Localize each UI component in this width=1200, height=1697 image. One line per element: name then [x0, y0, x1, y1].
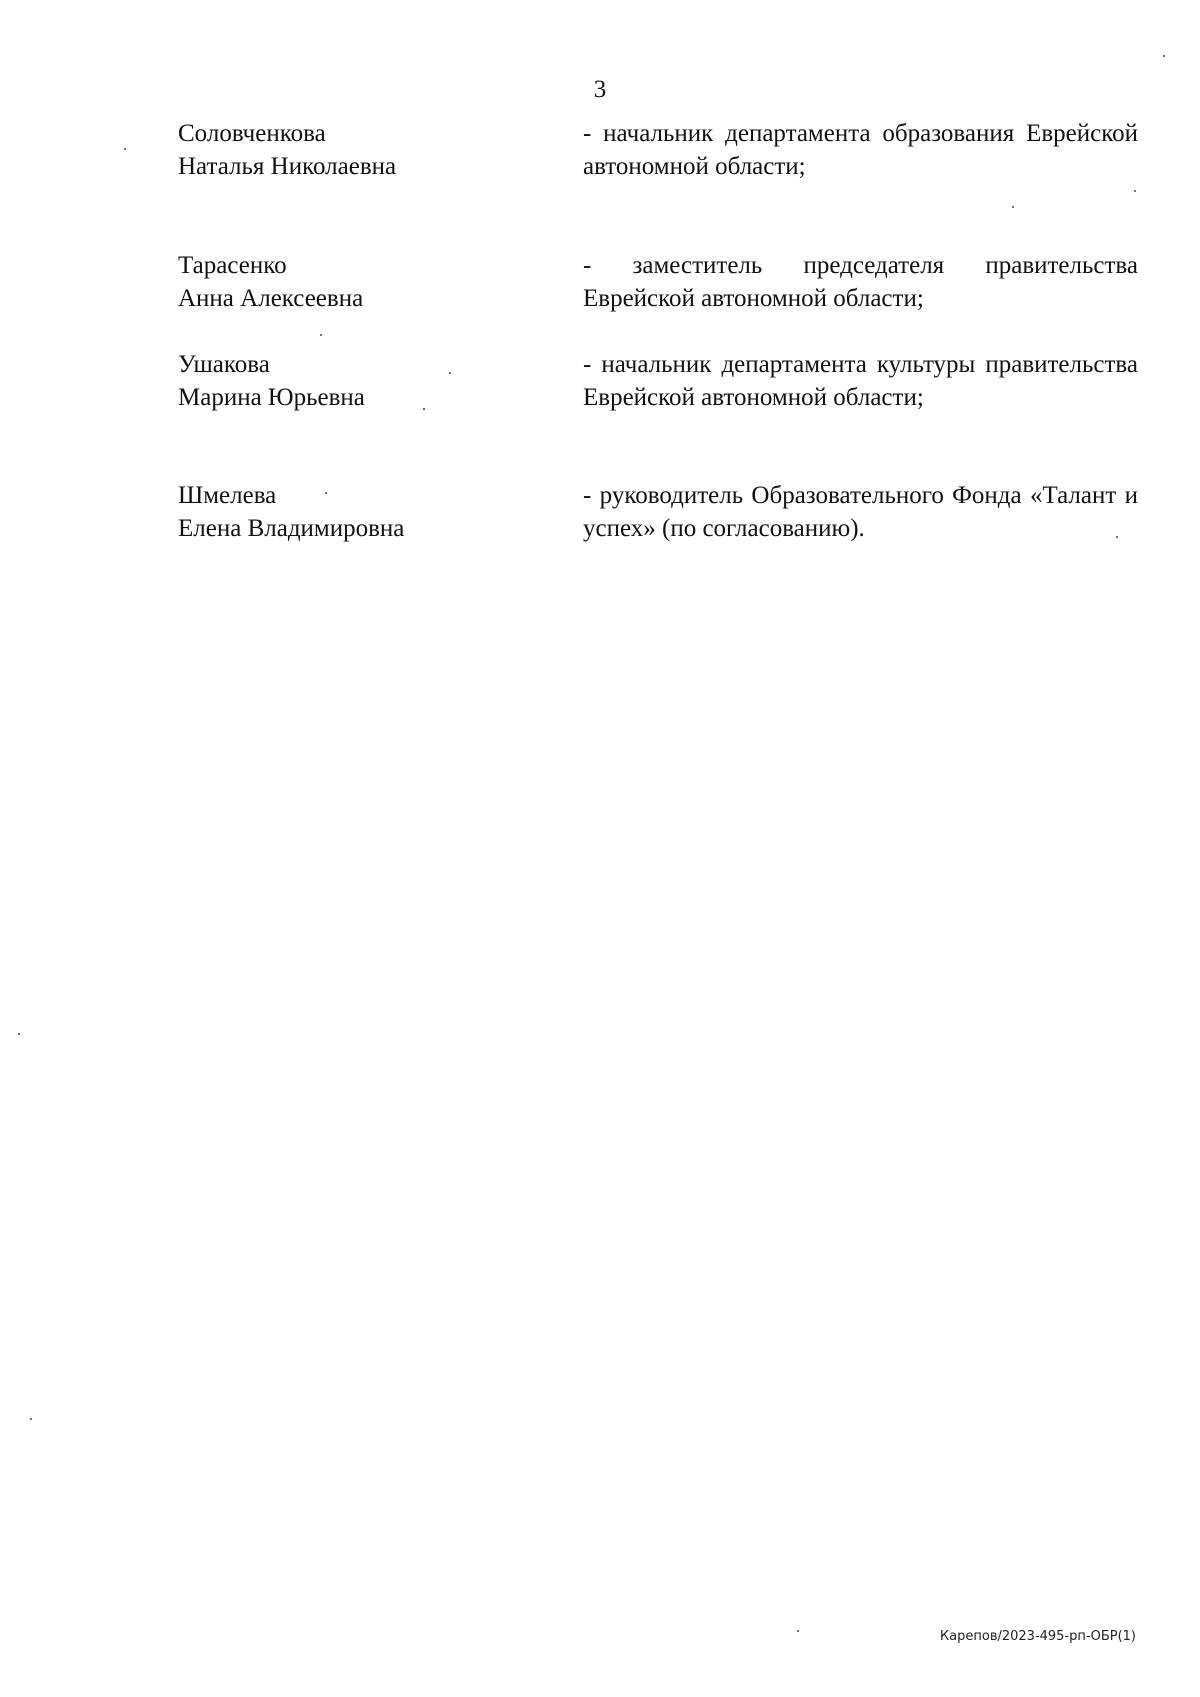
member-given-names: Анна Алексеевна [178, 285, 364, 312]
member-given-names: Наталья Николаевна [178, 153, 397, 180]
member-row [178, 117, 1138, 249]
member-full-name [178, 348, 583, 479]
member-surname: Шмелева [178, 482, 277, 509]
member-given-names: Марина Юрьевна [178, 384, 365, 411]
member-full-name [178, 249, 583, 348]
scan-speck [1116, 536, 1118, 538]
member-full-name [178, 117, 583, 249]
scan-speck [797, 1630, 799, 1632]
scan-speck [325, 492, 327, 494]
scan-speck [1163, 55, 1165, 57]
member-given-names: Елена Владимировна [178, 515, 405, 542]
member-full-name [178, 479, 583, 545]
page-number: 3 [593, 76, 607, 103]
member-position: - начальник департамента образования Еврейской автономной области; [583, 120, 1138, 180]
member-row [178, 348, 1138, 479]
member-row [178, 479, 1138, 545]
scan-speck [1134, 190, 1136, 192]
commission-member-list [178, 117, 1138, 545]
member-surname: Соловченкова [178, 120, 326, 147]
scan-speck [1012, 206, 1014, 208]
scan-speck [30, 1418, 32, 1420]
scan-speck [320, 334, 322, 336]
scan-speck [18, 1033, 20, 1035]
member-position: - руководитель Образовательного Фонда «Талант и успех» (по согласованию). [583, 482, 1138, 542]
member-position: - начальник департамента культуры правительства Еврейской автономной области; [583, 351, 1138, 411]
member-row [178, 249, 1138, 348]
scan-speck [423, 408, 425, 410]
document-reference-code: Карепов/2023-495-рп-ОБР(1) [939, 1629, 1136, 1644]
member-surname: Ушакова [178, 351, 270, 378]
member-position: - заместитель председателя правительства Еврейской автономной области; [583, 252, 1138, 312]
scan-speck [124, 148, 126, 150]
member-surname: Тарасенко [178, 252, 287, 279]
scan-speck [449, 372, 451, 374]
